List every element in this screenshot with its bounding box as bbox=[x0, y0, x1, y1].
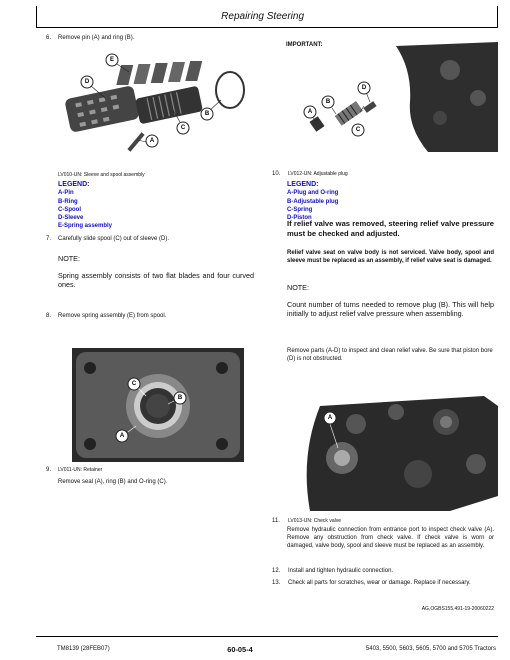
svg-text:A: A bbox=[149, 138, 155, 144]
legend-title: LEGEND: bbox=[58, 181, 90, 188]
document-id: AG,OGBS155,491-19-20060222 bbox=[421, 606, 494, 612]
legend-item: C-Spring bbox=[287, 206, 313, 213]
svg-text:B: B bbox=[204, 111, 210, 117]
relief-valve-warning: If relief valve was removed, steering relief valve pressure must be checked and adjusted. bbox=[287, 219, 494, 238]
svg-text:C: C bbox=[180, 125, 186, 131]
legend-item: E-Spring assembly bbox=[58, 222, 113, 229]
step-11-caption: 11. LV013-UN: Check valve bbox=[272, 518, 341, 524]
retainer-photo bbox=[72, 348, 244, 462]
svg-text:D: D bbox=[361, 85, 367, 91]
note-label-right: NOTE: bbox=[287, 283, 309, 292]
legend-item: B-Adjustable plug bbox=[287, 198, 339, 205]
legend-lv012 bbox=[287, 180, 338, 222]
svg-text:C: C bbox=[131, 381, 137, 387]
callout-c bbox=[177, 122, 189, 134]
callout-a bbox=[304, 106, 316, 118]
step-6: 6. Remove pin (A) and ring (B). bbox=[46, 35, 135, 41]
legend-item: D-Piston bbox=[287, 214, 312, 221]
remove-parts-text: Remove parts (A-D) to inspect and clean relief valve. Be sure that piston bore (D) is not obstructed. bbox=[287, 348, 493, 362]
callout-b bbox=[201, 108, 213, 120]
step-12: 12. Install and tighten hydraulic connection. bbox=[272, 568, 394, 574]
legend-title: LEGEND: bbox=[287, 181, 319, 188]
legend-item: D-Sleeve bbox=[58, 214, 84, 221]
ring-illustration bbox=[216, 72, 244, 108]
footer-rule bbox=[36, 636, 498, 637]
callout-a bbox=[324, 412, 336, 424]
note-text-left: Spring assembly consists of two flat blades and four curved ones. bbox=[58, 271, 254, 290]
svg-text:A: A bbox=[307, 109, 313, 115]
legend-item: C-Spool bbox=[58, 206, 81, 213]
sleeve-spool-figure bbox=[55, 50, 255, 168]
svg-text:C: C bbox=[355, 127, 361, 133]
callout-d bbox=[81, 76, 93, 88]
sleeve-illustration bbox=[64, 85, 140, 133]
spool-illustration bbox=[135, 86, 203, 125]
spring-illustration bbox=[335, 101, 363, 126]
check-valve-photo bbox=[300, 396, 498, 511]
page-title: Repairing Steering bbox=[221, 11, 304, 22]
step-10-caption: 10. LV012-UN: Adjustable plug bbox=[272, 171, 348, 177]
spring-blades-illustration bbox=[116, 61, 202, 85]
callout-a bbox=[116, 430, 128, 442]
pin-illustration bbox=[127, 132, 144, 151]
svg-text:B: B bbox=[325, 99, 331, 105]
piston-illustration bbox=[363, 101, 376, 113]
callout-e bbox=[106, 54, 118, 66]
step-8: 8. Remove spring assembly (E) from spool. bbox=[46, 313, 167, 319]
figure-caption-lv010: LV010-UN: Sleeve and spool assembly bbox=[58, 172, 145, 178]
svg-text:D: D bbox=[84, 79, 90, 85]
legend-item: A-Plug and O-ring bbox=[287, 190, 339, 197]
callout-b bbox=[322, 96, 334, 108]
note-label-left: NOTE: bbox=[58, 254, 80, 263]
svg-text:A: A bbox=[119, 433, 125, 439]
callout-c bbox=[128, 378, 140, 390]
legend-lv010 bbox=[58, 180, 112, 230]
legend-item: A-Pin bbox=[58, 190, 74, 197]
callout-b bbox=[174, 392, 186, 404]
adjustable-plug-figure bbox=[300, 42, 498, 160]
step-9: 9. LV011-UN: Retainer bbox=[46, 467, 103, 473]
legend-item: B-Ring bbox=[58, 198, 78, 205]
step-9-text: Remove seal (A), ring (B) and O-ring (C). bbox=[58, 479, 168, 485]
step-13: 13. Check all parts for scratches, wear or damage. Replace if necessary. bbox=[272, 580, 471, 586]
footer-models: 5403, 5500, 5603, 5605, 5700 and 5705 Tractors bbox=[365, 646, 496, 652]
plug-illustration bbox=[309, 116, 324, 132]
step-11-text: Remove hydraulic connection from entrance port to inspect check valve (A). Remove any obstruction from check valve. If check valve is worn or damaged, valve body, spool and sleeve must be replaced as an assembly. bbox=[287, 527, 494, 549]
footer-page-number: 60-05-4 bbox=[227, 645, 253, 654]
note-text-right: Count number of turns needed to remove plug (B). This will help initially to adjust relief valve pressure when assembling. bbox=[287, 300, 494, 319]
callout-a bbox=[146, 135, 158, 147]
svg-text:E: E bbox=[109, 57, 115, 63]
important-label: IMPORTANT: bbox=[286, 42, 323, 48]
step-7: 7. Carefully slide spool (C) out of sleeve (D). bbox=[46, 236, 170, 242]
svg-text:B: B bbox=[177, 395, 183, 401]
footer-manual-id: TM8139 (28FEB07) bbox=[57, 646, 110, 652]
callout-c bbox=[352, 124, 364, 136]
important-text: Relief valve seat on valve body is not serviced. Valve body, spool and sleeve must be replaced as an assembly, if relief valve seat is damaged. bbox=[287, 250, 494, 264]
svg-text:A: A bbox=[327, 415, 333, 421]
callout-d bbox=[358, 82, 370, 94]
